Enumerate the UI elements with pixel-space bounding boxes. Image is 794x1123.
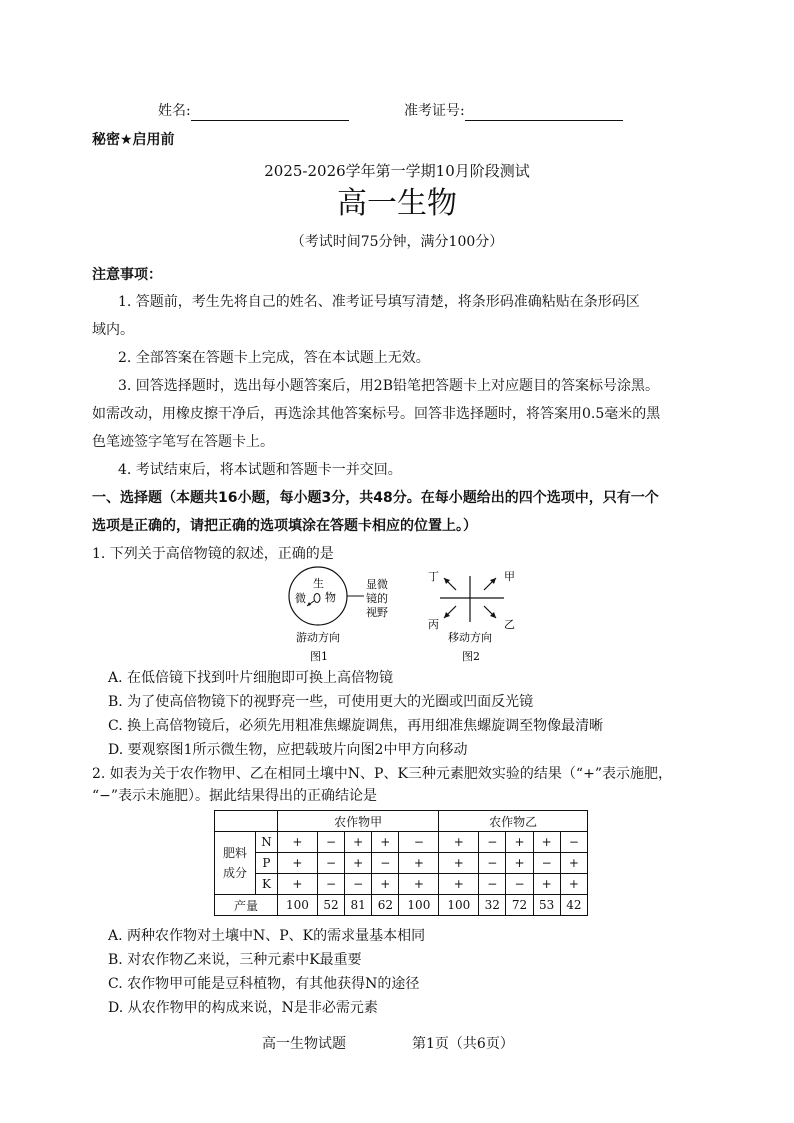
fig1-field-label-3: 视野 [366,606,388,619]
id-label: 准考证号: [404,103,465,119]
fertilizer-label-cell [215,832,256,895]
note-1b: 域内。 [92,322,134,338]
fig2-label-ding: 丁 [428,570,439,583]
name-field-row [158,101,349,121]
table-cell: + [372,874,399,895]
footer-page-number: 第1页（共6页） [412,1036,514,1052]
q1-option-d: D. 要观察图1所示微生物，应把载玻片向图2中甲方向移动 [108,742,468,758]
id-blank[interactable] [465,104,623,121]
fig1-micro-char-2: 微 [295,592,306,605]
q2-option-b: B. 对农作物乙来说，三种元素中K最重要 [108,952,362,968]
table-cell: − [317,874,344,895]
table-cell: + [439,832,479,853]
exam-title: 2025-2026学年第一学期10月阶段测试 [264,162,530,180]
fig2-caption: 图2 [462,650,480,663]
yield-cell: 42 [560,895,587,916]
table-cell: − [317,853,344,874]
element-cell: K [255,874,277,895]
fig1-caption: 图1 [310,650,328,663]
q1-option-b: B. 为了使高倍物镜下的视野亮一些，可使用更大的光圈或凹面反光镜 [108,694,534,710]
figure-1 [280,566,410,670]
table-cell: + [506,853,533,874]
table-cell: − [399,832,439,853]
fig2-label-jia: 甲 [504,570,515,583]
fig2-caption-top: 移动方向 [448,631,492,644]
yield-cell: 100 [278,895,318,916]
table-cell: − [372,853,399,874]
table-cell: + [372,832,399,853]
fig1-field-label-1: 显微 [366,578,388,591]
table-cell: + [533,874,560,895]
q1-stem: 1. 下列关于高倍物镜的叙述，正确的是 [92,546,334,562]
table-cell: + [399,874,439,895]
name-blank[interactable] [191,104,349,121]
table-row [215,853,588,874]
fig1-micro-char-3: 物 [325,591,336,604]
table-cell: + [533,832,560,853]
microorganism-icon [314,594,320,603]
table-cell: − [506,874,533,895]
subject-title: 高一生物 [337,186,457,221]
table-cell: + [399,853,439,874]
yield-row [215,895,588,916]
table-cell: − [479,832,506,853]
table-cell: + [560,853,587,874]
q2-stem-line-1: 2. 如表为关于农作物甲、乙在相同土壤中N、P、K三种元素肥效实验的结果（“+”表示施肥， [92,766,672,782]
fig2-label-bing: 丙 [428,618,439,631]
table-cell: + [560,874,587,895]
table-cell: + [506,832,533,853]
yield-cell: 100 [399,895,439,916]
note-4: 4. 考试结束后，将本试题和答题卡一并交回。 [118,462,402,478]
section-1-heading-line-2: 选项是正确的，请把正确的选项填涂在答题卡相应的位置上。） [92,518,477,534]
yield-label-cell: 产量 [215,895,278,916]
table-cell: − [345,874,372,895]
yield-cell: 72 [506,895,533,916]
yield-cell: 81 [345,895,372,916]
fertilizer-label-1: 肥料 [222,846,247,860]
id-field-row [404,101,623,121]
exam-info: （考试时间75分钟，满分100分） [290,234,504,250]
section-1-heading-line-1: 一、选择题（本题共16小题，每小题3分，共48分。在每小题给出的四个选项中，只有一个 [92,490,659,506]
fertilizer-label-2: 成分 [222,866,247,880]
table-cell: + [278,832,318,853]
crop-b-header: 农作物乙 [439,811,588,832]
table-cell: − [533,853,560,874]
table-cell: + [278,874,318,895]
table-header-row [215,811,588,832]
q1-option-c: C. 换上高倍物镜后，必须先用粗准焦螺旋调焦，再用细准焦螺旋调至物像最清晰 [108,718,604,734]
table-cell: − [479,874,506,895]
fig2-label-yi: 乙 [504,618,515,631]
yield-cell: 32 [479,895,506,916]
q2-option-c: C. 农作物甲可能是豆科植物，有其他获得N的途径 [108,976,420,992]
notes-title: 注意事项： [92,267,162,283]
note-2: 2. 全部答案在答题卡上完成，答在本试题上无效。 [118,350,430,366]
q2-option-d: D. 从农作物甲的构成来说，N是非必需元素 [108,1000,378,1016]
table-cell: + [439,853,479,874]
table-cell: − [560,832,587,853]
fig1-field-label-2: 镜的 [366,592,388,605]
table-row [215,832,588,853]
note-3a: 3. 回答选择题时，选出每小题答案后，用2B铅笔把答题卡上对应题目的答案标号涂黑。 [118,378,660,394]
element-cell: P [255,853,277,874]
table-cell: − [479,853,506,874]
note-3c: 色笔迹签字笔写在答题卡上。 [92,434,274,450]
yield-cell: 52 [317,895,344,916]
yield-cell: 53 [533,895,560,916]
yield-cell: 100 [439,895,479,916]
note-1a: 1. 答题前，考生先将自己的姓名、准考证号填写清楚，将条形码准确粘贴在条形码区 [118,294,640,310]
table-cell: + [278,853,318,874]
table-corner-cell [215,811,278,832]
table-row [215,874,588,895]
q1-option-a: A. 在低倍镜下找到叶片细胞即可换上高倍物镜 [108,670,394,686]
q2-option-a: A. 两种农作物对土壤中N、P、K的需求量基本相同 [108,928,426,944]
fig1-caption-top: 游动方向 [296,631,340,644]
q2-stem-line-2: “−”表示未施肥）。据此结果得出的正确结论是 [92,788,378,804]
table-cell: + [345,832,372,853]
yield-cell: 62 [372,895,399,916]
fig1-micro-char-1: 生 [313,577,324,590]
footer-subject: 高一生物试题 [262,1036,346,1052]
crop-a-header: 农作物甲 [278,811,439,832]
figure-2 [424,566,524,670]
table-cell: − [317,832,344,853]
note-3b: 如需改动，用橡皮擦干净后，再选涂其他答案标号。回答非选择题时，将答案用0.5毫米的黑 [92,406,661,422]
secret-label: 秘密★启用前 [92,132,175,148]
name-label: 姓名: [158,103,191,119]
table-cell: + [439,874,479,895]
table-cell: + [345,853,372,874]
element-cell: N [255,832,277,853]
fertilizer-table [214,810,588,916]
